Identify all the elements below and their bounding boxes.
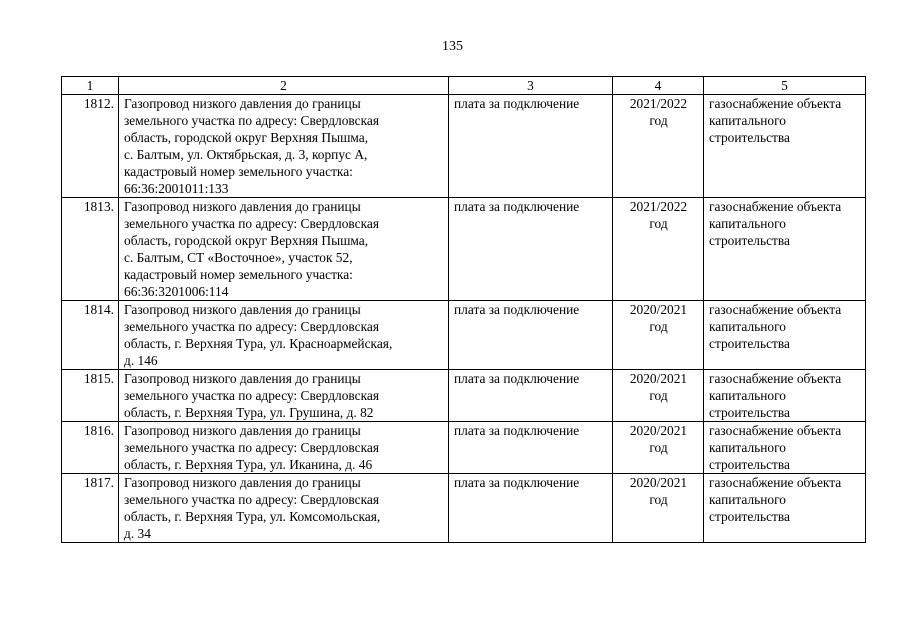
purpose-line: строительства — [709, 457, 790, 472]
period-line: 2021/2022 — [629, 199, 688, 214]
purpose — [704, 422, 866, 474]
object-description — [119, 198, 449, 301]
payment-type: плата за подключение — [449, 422, 613, 474]
description-line: 66:36:3201006:114 — [124, 284, 229, 299]
description-line: кадастровый номер земельного участка: — [124, 267, 353, 282]
payment-type: плата за подключение — [449, 474, 613, 543]
header-row — [62, 77, 866, 95]
description-line: область, городской округ Верхняя Пышма, — [124, 233, 369, 248]
object-description — [119, 422, 449, 474]
description-line: д. 34 — [124, 526, 151, 541]
purpose-line: газоснабжение объекта — [709, 96, 842, 111]
purpose-line: капитального — [709, 492, 786, 507]
object-description — [119, 95, 449, 198]
period-line: год — [649, 319, 668, 334]
period-line: год — [649, 388, 668, 403]
purpose-line: газоснабжение объекта — [709, 199, 842, 214]
object-description — [119, 474, 449, 543]
period — [613, 474, 704, 543]
table-row — [62, 422, 866, 474]
period-line: 2020/2021 — [629, 423, 688, 438]
purpose-line: строительства — [709, 233, 790, 248]
purpose-line: капитального — [709, 319, 786, 334]
row-number: 1812. — [62, 95, 119, 198]
purpose — [704, 474, 866, 543]
purpose-line: строительства — [709, 405, 790, 420]
description-line: Газопровод низкого давления до границы — [124, 371, 361, 386]
column-header: 5 — [704, 77, 866, 95]
table-row — [62, 198, 866, 301]
purpose-line: капитального — [709, 113, 786, 128]
description-line: Газопровод низкого давления до границы — [124, 475, 361, 490]
description-line: земельного участка по адресу: Свердловская — [124, 492, 379, 507]
period-line: 2020/2021 — [629, 475, 688, 490]
description-line: Газопровод низкого давления до границы — [124, 423, 361, 438]
row-number: 1815. — [62, 370, 119, 422]
period — [613, 301, 704, 370]
period — [613, 422, 704, 474]
description-line: область, городской округ Верхняя Пышма, — [124, 130, 369, 145]
object-description — [119, 370, 449, 422]
purpose-line: газоснабжение объекта — [709, 302, 842, 317]
row-number: 1814. — [62, 301, 119, 370]
column-header: 2 — [119, 77, 449, 95]
description-line: Газопровод низкого давления до границы — [124, 199, 361, 214]
description-line: земельного участка по адресу: Свердловская — [124, 216, 379, 231]
object-description — [119, 301, 449, 370]
period-line: год — [649, 440, 668, 455]
row-number: 1813. — [62, 198, 119, 301]
description-line: кадастровый номер земельного участка: — [124, 164, 353, 179]
row-number: 1816. — [62, 422, 119, 474]
description-line: земельного участка по адресу: Свердловская — [124, 388, 379, 403]
description-line: область, г. Верхняя Тура, ул. Комсомольская, — [124, 509, 381, 524]
period-line: 2021/2022 — [629, 96, 688, 111]
column-header: 3 — [449, 77, 613, 95]
purpose — [704, 301, 866, 370]
description-line: с. Балтым, ул. Октябрьская, д. 3, корпус А, — [124, 147, 368, 162]
registry-table — [61, 76, 866, 543]
page-number: 135 — [442, 39, 463, 54]
description-line: Газопровод низкого давления до границы — [124, 96, 361, 111]
table-row — [62, 474, 866, 543]
period — [613, 370, 704, 422]
column-header: 1 — [62, 77, 119, 95]
table-header — [62, 77, 866, 95]
purpose-line: газоснабжение объекта — [709, 371, 842, 386]
period-line: год — [649, 492, 668, 507]
description-line: с. Балтым, СТ «Восточное», участок 52, — [124, 250, 353, 265]
column-header: 4 — [613, 77, 704, 95]
description-line: 66:36:2001011:133 — [124, 181, 229, 196]
description-line: земельного участка по адресу: Свердловская — [124, 319, 379, 334]
payment-type: плата за подключение — [449, 301, 613, 370]
purpose-line: газоснабжение объекта — [709, 475, 842, 490]
period-line: 2020/2021 — [629, 302, 688, 317]
period-line: 2020/2021 — [629, 371, 688, 386]
table-row — [62, 370, 866, 422]
description-line: земельного участка по адресу: Свердловская — [124, 440, 379, 455]
period-line: год — [649, 216, 668, 231]
table-row — [62, 95, 866, 198]
description-line: область, г. Верхняя Тура, ул. Красноармейская, — [124, 336, 393, 351]
description-line: Газопровод низкого давления до границы — [124, 302, 361, 317]
description-line: область, г. Верхняя Тура, ул. Иканина, д. 46 — [124, 457, 373, 472]
row-number: 1817. — [62, 474, 119, 543]
purpose-line: газоснабжение объекта — [709, 423, 842, 438]
payment-type: плата за подключение — [449, 370, 613, 422]
purpose-line: капитального — [709, 216, 786, 231]
period — [613, 95, 704, 198]
purpose-line: капитального — [709, 440, 786, 455]
purpose — [704, 370, 866, 422]
purpose-line: капитального — [709, 388, 786, 403]
purpose — [704, 198, 866, 301]
payment-type: плата за подключение — [449, 198, 613, 301]
period — [613, 198, 704, 301]
purpose — [704, 95, 866, 198]
purpose-line: строительства — [709, 130, 790, 145]
purpose-line: строительства — [709, 509, 790, 524]
payment-type: плата за подключение — [449, 95, 613, 198]
description-line: д. 146 — [124, 353, 158, 368]
table-body — [62, 95, 866, 543]
description-line: земельного участка по адресу: Свердловская — [124, 113, 379, 128]
table-row — [62, 301, 866, 370]
purpose-line: строительства — [709, 336, 790, 351]
description-line: область, г. Верхняя Тура, ул. Грушина, д. 82 — [124, 405, 374, 420]
period-line: год — [649, 113, 668, 128]
